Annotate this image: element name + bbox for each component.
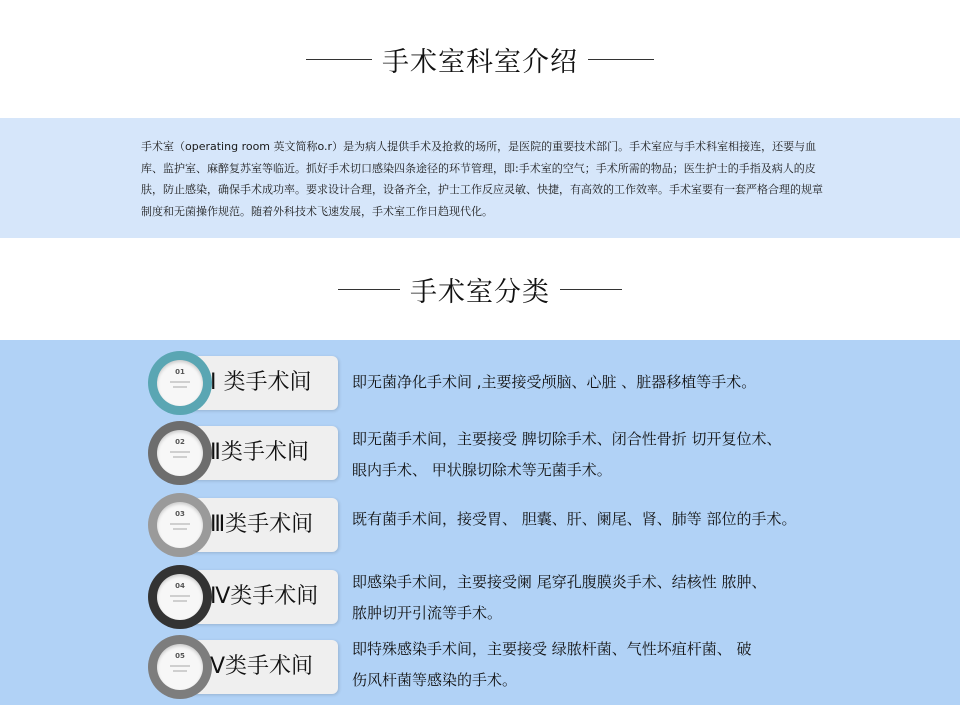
number-badge-inner bbox=[157, 574, 203, 620]
description-line: 即特殊感染手术间，主要接受 绿脓杆菌、气性坏疽杆菌、 破 bbox=[352, 640, 752, 658]
class-row-2 bbox=[0, 420, 960, 490]
number-badge bbox=[148, 421, 212, 485]
class-number: 01 bbox=[175, 368, 185, 376]
badge-decoration-line bbox=[170, 451, 190, 453]
intro-panel bbox=[0, 118, 960, 238]
class-description bbox=[352, 634, 752, 696]
number-badge bbox=[148, 493, 212, 557]
number-badge-inner bbox=[157, 644, 203, 690]
class-description bbox=[352, 424, 782, 486]
title-divider-right bbox=[588, 59, 654, 60]
class-description bbox=[352, 504, 797, 535]
class-row-4 bbox=[0, 564, 960, 634]
class-label: Ⅲ类手术间 bbox=[210, 512, 314, 537]
number-badge bbox=[148, 565, 212, 629]
intro-text: 手术室（operating room 英文简称o.r）是为病人提供手术及抢救的场所，是医院的重要技术部门。手术室应与手术科室相接连，还要与血库、监护室、麻醉复苏室等临近。抓好手术切口感染四条途径的环节管理，即:手术室的空气；手术所需的物品；医生护士的手指及病人的皮肤，防止感染，确保手术成功率。要求设计合理，设备齐全，护士工作反应灵敏、快捷，有高效的工作效率。手术室要有一套严格合理的规章制度和无菌操作规范。随着外科技术飞速发展，手术室工作日趋现代化。 bbox=[141, 140, 823, 218]
number-badge-inner bbox=[157, 360, 203, 406]
badge-decoration-line bbox=[173, 456, 187, 458]
section-title-intro bbox=[0, 40, 960, 79]
class-label: Ⅱ类手术间 bbox=[210, 440, 309, 465]
badge-decoration-line bbox=[170, 595, 190, 597]
badge-decoration-line bbox=[173, 528, 187, 530]
badge-decoration-line bbox=[170, 523, 190, 525]
class-number: 04 bbox=[175, 582, 185, 590]
description-line: 即无菌净化手术间 ,主要接受颅脑、心脏 、脏器移植等手术。 bbox=[352, 373, 757, 391]
number-badge bbox=[148, 351, 212, 415]
description-line: 脓肿切开引流等手术。 bbox=[352, 604, 503, 622]
class-description bbox=[352, 567, 767, 629]
classification-title: 手术室分类 bbox=[410, 277, 550, 308]
description-line: 即感染手术间，主要接受阑 尾穿孔腹膜炎手术、结核性 脓肿、 bbox=[352, 573, 767, 591]
title-divider-right bbox=[560, 289, 622, 290]
badge-decoration-line bbox=[170, 665, 190, 667]
number-badge bbox=[148, 635, 212, 699]
description-line: 眼内手术、 甲状腺切除术等无菌手术。 bbox=[352, 461, 612, 479]
class-description bbox=[352, 367, 756, 398]
classification-panel bbox=[0, 340, 960, 705]
class-label: Ⅳ类手术间 bbox=[210, 584, 319, 609]
title-divider-left bbox=[306, 59, 372, 60]
number-badge-inner bbox=[157, 502, 203, 548]
description-line: 伤风杆菌等感染的手术。 bbox=[352, 671, 518, 689]
class-number: 03 bbox=[175, 510, 185, 518]
class-number: 02 bbox=[175, 438, 185, 446]
badge-decoration-line bbox=[173, 386, 187, 388]
badge-decoration-line bbox=[173, 600, 187, 602]
class-label: Ⅰ 类手术间 bbox=[210, 370, 312, 395]
class-row-1 bbox=[0, 350, 960, 420]
class-row-5 bbox=[0, 634, 960, 704]
section-title-classification bbox=[0, 270, 960, 309]
number-badge-inner bbox=[157, 430, 203, 476]
class-label: Ⅴ类手术间 bbox=[210, 654, 314, 679]
class-row-3 bbox=[0, 492, 960, 562]
badge-decoration-line bbox=[170, 381, 190, 383]
badge-decoration-line bbox=[173, 670, 187, 672]
page-title: 手术室科室介绍 bbox=[382, 47, 578, 78]
description-line: 既有菌手术间，接受胃、 胆囊、肝、阑尾、肾、肺等 部位的手术。 bbox=[352, 510, 797, 528]
description-line: 即无菌手术间，主要接受 脾切除手术、闭合性骨折 切开复位术、 bbox=[352, 430, 782, 448]
class-number: 05 bbox=[175, 652, 185, 660]
title-divider-left bbox=[338, 289, 400, 290]
